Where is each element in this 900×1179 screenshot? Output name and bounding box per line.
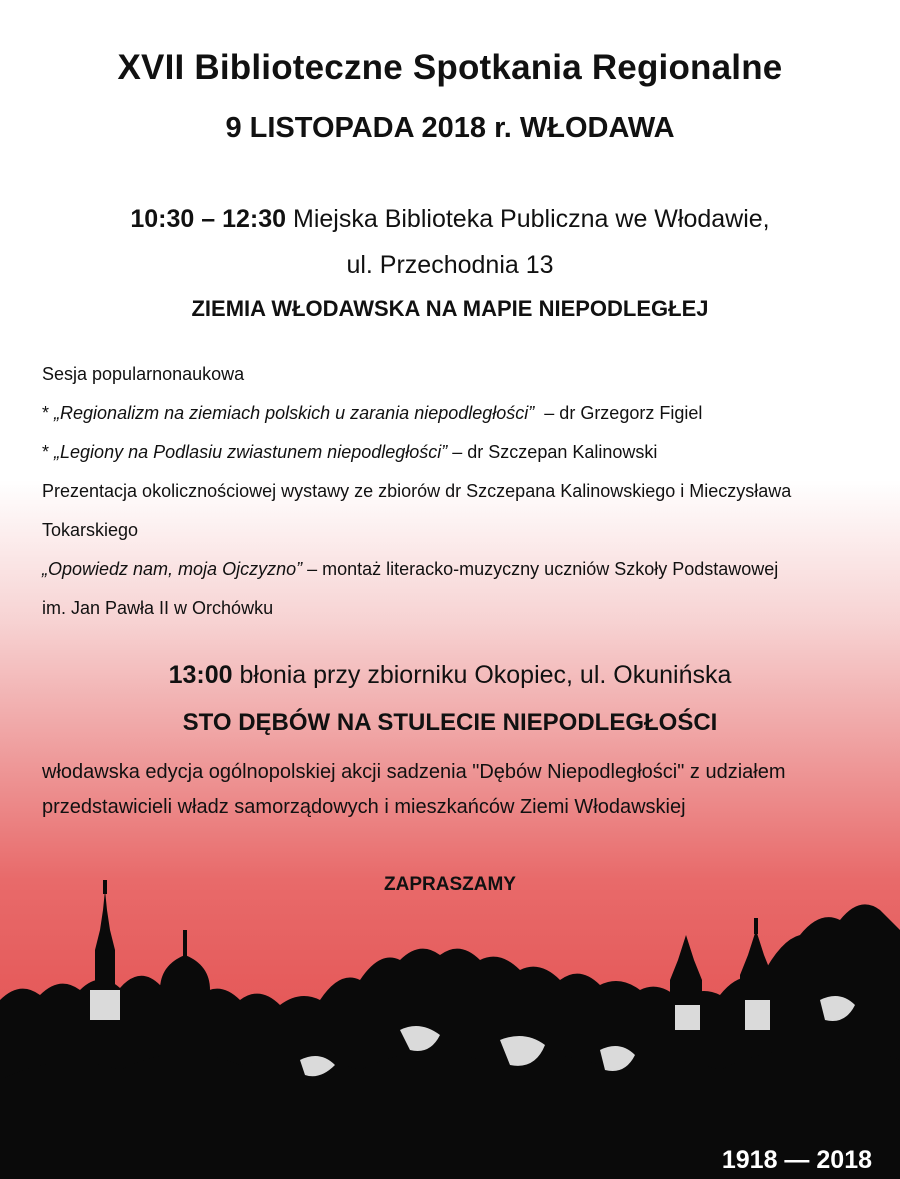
exhibition-line-2: Tokarskiego <box>42 520 139 540</box>
talk-bullet: * <box>42 403 50 423</box>
session1-time-place <box>0 205 900 234</box>
event-date: 9 LISTOPADA 2018 r. WŁODAWA <box>225 112 675 144</box>
talk-title: „Legiony na Podlasiu zwiastunem niepodległości” <box>54 442 448 462</box>
exhibition-line-1: Prezentacja okolicznościowej wystawy ze zbiorów dr Szczepana Kalinowskiego i Mieczysława <box>42 481 792 501</box>
performance-desc: – montaż literacko-muzyczny uczniów Szkoły Podstawowej <box>307 559 779 579</box>
talk-speaker: – dr Szczepan Kalinowski <box>452 442 658 462</box>
talk-bullet: * <box>42 442 50 462</box>
talk-speaker: – dr Grzegorz Figiel <box>544 403 703 423</box>
dome-cross <box>183 930 187 958</box>
talk-title: „Regionalizm na ziemiach polskich u zarania niepodległości” <box>54 403 535 423</box>
session-label: Sesja popularnonaukowa <box>42 364 245 384</box>
session1-address: ul. Przechodnia 13 <box>346 251 554 279</box>
talk-item <box>42 442 872 463</box>
talk-item <box>42 403 872 424</box>
performance-title: „Opowiedz nam, moja Ojczyzno” <box>42 559 303 579</box>
years-label: 1918 — 2018 <box>721 1146 872 1174</box>
invite-text: ZAPRASZAMY <box>384 874 516 895</box>
performance-line-2: im. Jan Pawła II w Orchówku <box>42 598 274 618</box>
session2-desc-line-2: przedstawicieli władz samorządowych i mieszkańców Ziemi Włodawskiej <box>42 796 686 818</box>
onion-dome-church <box>160 955 210 1020</box>
session2-heading: STO DĘBÓW NA STULECIE NIEPODLEGŁOŚCI <box>182 709 718 736</box>
town-silhouette-illustration <box>0 880 900 1179</box>
event-title: XVII Biblioteczne Spotkania Regionalne <box>117 48 783 87</box>
spire-cross <box>103 880 107 894</box>
session2-time: 13:00 <box>168 661 233 689</box>
church-white-facade-left <box>90 990 120 1020</box>
tower-cross <box>754 918 758 934</box>
session2-desc-line-1: włodawska edycja ogólnopolskiej akcji sadzenia "Dębów Niepodległości" z udziałem <box>42 761 786 783</box>
session1-heading: ZIEMIA WŁODAWSKA NA MAPIE NIEPODLEGŁEJ <box>191 296 709 321</box>
performance-line <box>42 559 872 580</box>
session2-time-place <box>0 661 900 690</box>
session1-time: 10:30 – 12:30 <box>130 205 287 233</box>
session1-place: Miejska Biblioteka Publiczna we Włodawie, <box>293 205 770 233</box>
session2-place: błonia przy zbiorniku Okopiec, ul. Okunińska <box>239 661 732 689</box>
church-spire-left <box>95 890 115 990</box>
